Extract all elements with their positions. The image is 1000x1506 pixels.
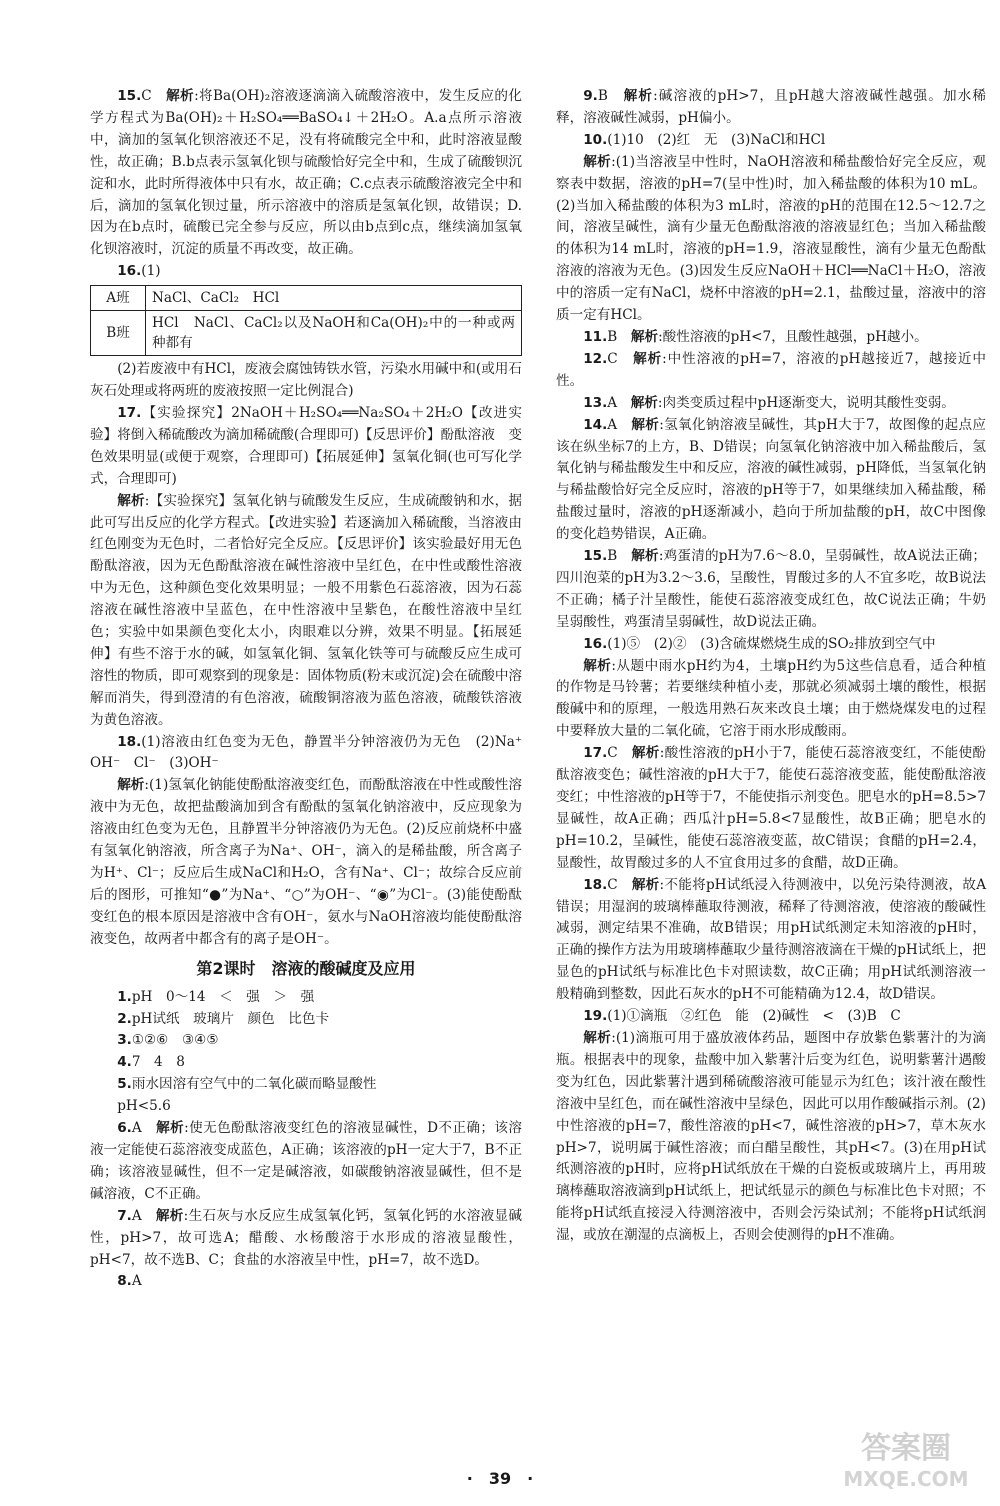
answer-s2	[90, 1009, 522, 1031]
answer-s5-line2: pH<5.6	[117, 1098, 171, 1115]
q-text: :生石灰与水反应生成氢氧化钙，氢氧化钙的水溶液显碱性，pH>7，故可选A；醋酸、水杨酸溶于水形成的溶液显酸性，pH<7，故不选B、C；食盐的水溶液呈中性，pH=7，故不选D。	[90, 1207, 522, 1268]
answer-18	[90, 732, 536, 776]
answer-17-analysis	[90, 491, 522, 732]
q-kw: 解析	[631, 548, 659, 565]
answer-s8	[90, 1271, 522, 1293]
q-num: 6.	[117, 1120, 132, 1137]
table-cell: A班	[91, 286, 146, 311]
q-ans: 7 4 8	[131, 1054, 185, 1071]
answer-s4	[90, 1052, 522, 1074]
q-text: :不能将pH试纸浸入待测液中，以免污染待测液，故A错误；用湿润的玻璃棒蘸取待测液，稀释了待测溶液，使溶液的酸碱性减弱，测定结果不准确，故B错误；用pH试纸测定未知溶液的pH时，正确的操作方法为用玻璃棒蘸取少量待测溶液滴在干燥的pH试纸上，把显色的pH试纸与标准比色卡对照读数，故C正确；用pH试纸测溶液一般精确到整数，因此石灰水的pH不可能精确为12.4，故D错误。	[556, 876, 987, 1003]
answer-16-part2: (2)若废液中有HCl，废液会腐蚀铸铁水管，污染水用碱中和(或用石灰石处理或将两班的废液按照一定比例混合)	[90, 361, 522, 400]
q-num: 16.	[583, 635, 608, 652]
q-ans: A	[131, 1273, 142, 1290]
q-ans: C	[607, 876, 618, 893]
q-kw: 解析	[117, 492, 145, 509]
q-text: :酸性溶液的pH<7，且酸性越强，pH越小。	[658, 328, 928, 345]
answer-r19-analysis	[556, 1028, 986, 1247]
q-num: 12.	[583, 350, 608, 367]
table-row	[91, 286, 522, 311]
q-num: 15.	[583, 548, 608, 565]
answer-r13	[556, 393, 986, 415]
q-text: :使无色酚酞溶液变红色的溶液显碱性，D不正确；该溶液一定能使石蕊溶液变成蓝色，A正确；该溶液的pH一定大于7，B不正确；该溶液显碱性，但不一定是碱溶液，如碳酸钠溶液显碱性，但不是碱溶液，C不正确。	[90, 1120, 523, 1202]
answer-s5	[90, 1074, 522, 1096]
q-text: :从题中雨水pH约为4，土壤pH约为5这些信息看，适合种植的作物是马铃薯；若要继续种植小麦，那就必须减弱土壤的酸性，根据酸碱中和的原理，一般选用熟石灰来改良土壤；由于燃烧煤发电的过程中要释放大量的二氧化硫，它溶于雨水形成酸雨。	[556, 657, 986, 740]
q-ans: B	[597, 88, 608, 104]
answer-18-analysis	[90, 775, 522, 950]
q-num: 10.	[583, 131, 608, 148]
answer-r16	[556, 634, 986, 656]
q-ans: (1)10 (2)红 无 (3)NaCl和HCl	[607, 131, 826, 148]
q-ans: B	[607, 548, 618, 565]
q-ans: A	[607, 394, 618, 411]
q-ans: A	[607, 416, 618, 433]
q-ans: 【实验探究】2NaOH＋H₂SO₄══Na₂SO₄＋2H₂O【改进实验】将倒入稀硫酸改为滴加稀硫酸(合理即可)【反思评价】酚酞溶液 变色效果明显(或便于观察，合理即可)【拓展延伸】氢氧化铜(也可写化学式，合理即可)	[90, 404, 523, 487]
q-text: :【实验探究】氢氧化钠与硫酸发生反应，生成硫酸钠和水，据此可写出反应的化学方程式。【改进实验】若逐滴加入稀硫酸，当溶液由红色刚变为无色时，二者恰好完全反应。【反思评价】该实验最好用无色酚酞溶液，因为无色酚酞溶液在碱性溶液中呈红色，在中性或酸性溶液中为无色，这种颜色变化效果明显；一般不用紫色石蕊溶液，因为石蕊溶液在碱性溶液中呈蓝色，在中性溶液中呈紫色，在酸性溶液中呈红色；实验中如果颜色变化太小，肉眼难以分辨，效果不明显。【拓展延伸】有些不溶于水的碱，如氢氧化铜、氢氧化铁等可与硫酸反应生成可溶性的物质，即可观察到的现象是：固体物质(粉末或沉淀)会在硫酸中溶解而消失，得到澄清的有色溶液，硫酸铜溶液为蓝色溶液，硫酸铁溶液为黄色溶液。	[90, 492, 523, 728]
q-num: 9.	[583, 88, 598, 104]
q-num: 3.	[117, 1032, 132, 1049]
q-ans: 雨水因溶有空气中的二氧化碳而略显酸性	[131, 1076, 377, 1093]
answer-r10-analysis	[556, 152, 986, 327]
q-ans: (1)⑤ (2)② (3)含硫煤燃烧生成的SO₂排放到空气中	[607, 635, 936, 652]
answer-r15	[556, 546, 986, 634]
q-num: 7.	[117, 1207, 132, 1224]
section-title: 第2课时 溶液的酸碱度及应用	[196, 958, 416, 978]
q-num: 1.	[117, 988, 132, 1005]
q-text: :碱溶液的pH>7，且pH越大溶液碱性越强。加水稀释，溶液碱性减弱，pH偏小。	[556, 88, 986, 126]
q-text: :中性溶液的pH=7，溶液的pH越接近7，越接近中性。	[556, 350, 987, 389]
q-num: 13.	[583, 394, 608, 411]
answer-16-table	[90, 285, 522, 356]
answer-r19	[556, 1006, 986, 1028]
answer-r16-analysis	[556, 656, 986, 744]
q-text: :(1)当溶液呈中性时，NaOH溶液和稀盐酸恰好完全反应，观察表中数据，溶液的pH=7(呈中性)时，加入稀盐酸的体积为10 mL。(2)当加入稀盐酸的体积为3 mL时，溶液的pH的范围在12.5～12.7之间，溶液呈碱性，滴有少量无色酚酞溶液的溶液显红色；当加入稀盐酸的体积为14 mL时，溶液的pH=1.9，溶液显酸性，滴有少量无色酚酞溶液的溶液为无色。(3)因发生反应NaOH＋HCl══NaCl＋H₂O，溶液中的溶质一定有NaCl，烧杯中溶液的pH=2.1，盐酸过量，溶液中的溶质一定有HCl。	[556, 153, 986, 324]
q-ans: C	[607, 745, 618, 762]
q-text: :肉类变质过程中pH逐渐变大，说明其酸性变弱。	[657, 394, 955, 411]
q-num: 5.	[117, 1076, 132, 1093]
page-number: · 39 ·	[466, 1469, 534, 1488]
table-row	[91, 311, 522, 356]
q-ans: C	[141, 88, 152, 104]
answer-r10	[556, 130, 986, 152]
q-ans: A	[131, 1120, 142, 1137]
answer-s7	[90, 1206, 522, 1272]
q-num: 18.	[583, 876, 608, 893]
q-num: 2.	[117, 1010, 132, 1027]
q-num: 11.	[583, 328, 608, 345]
answer-r12	[556, 349, 986, 393]
q-kw: 解析	[117, 777, 145, 794]
watermark-line2: MXQE.COM	[843, 1467, 969, 1491]
q-kw: 解析	[630, 394, 658, 411]
answer-r14	[556, 415, 986, 546]
q-ans: pH 0～14 ＜ 强 ＞ 强	[131, 988, 315, 1005]
q-ans: pH试纸 玻璃片 颜色 比色卡	[131, 1010, 330, 1027]
answer-r11	[556, 327, 986, 349]
answer-15	[90, 86, 522, 261]
answer-s3	[90, 1030, 522, 1052]
q-kw: 解析	[156, 1120, 185, 1137]
answer-17	[90, 403, 522, 491]
q-ans: A	[131, 1207, 142, 1224]
q-ans: C	[607, 350, 618, 367]
watermark-logo	[836, 1420, 976, 1494]
q-num: 17.	[117, 404, 142, 421]
q-kw: 解析	[155, 1207, 184, 1224]
q-num: 18.	[117, 733, 142, 750]
q-ans: (1)①滴瓶 ②红色 能 (2)碱性 < (3)B C	[607, 1008, 901, 1025]
q-text: :(1)氢氧化钠能使酚酞溶液变红色，而酚酞溶液在中性或酸性溶液中为无色，故把盐酸滴加到含有酚酞的氢氧化钠溶液中，反应现象为溶液由红色变为无色，且静置半分钟溶液仍为无色。(2)反应前烧杯中盛有氢氧化钠溶液，所含离子为Na⁺、OH⁻，滴入的是稀盐酸，所含离子为H⁺、Cl⁻；反应后生成NaCl和H₂O，含有Na⁺、Cl⁻；故综合反应前后的图形，可推知“●”为Na⁺、“○”为OH⁻、“◉”为Cl⁻。(3)能使酚酞变红色的根本原因是溶液中含有OH⁻，氨水与NaOH溶液均能使酚酞溶液变色，故两者中都含有的离子是OH⁻。	[90, 777, 522, 947]
table-cell: NaCl、CaCl₂ HCl	[146, 286, 522, 311]
q-num: 8.	[117, 1273, 132, 1290]
q-kw: 解析	[631, 876, 660, 893]
q-text: :鸡蛋清的pH为7.6～8.0，呈弱碱性，故A说法正确；四川泡菜的pH为3.2～3.6，呈酸性，胃酸过多的人不宜多吃，故B说法不正确；橘子汁呈酸性，能使石蕊溶液变成红色，故C说法正确；牛奶呈弱酸性，鸡蛋清呈弱碱性，故D说法正确。	[556, 548, 986, 630]
q-kw: 解析	[631, 416, 660, 433]
q-num: 4.	[117, 1054, 132, 1071]
right-column	[556, 86, 986, 1247]
q-text: :酸性溶液的pH小于7，能使石蕊溶液变红，不能使酚酞溶液变色；碱性溶液的pH大于7，能使石蕊溶液变蓝，能使酚酞溶液变红；中性溶液的pH等于7，不能使指示剂变色。肥皂水的pH=8.5>7显碱性，故A正确；西瓜汁pH=5.8<7显酸性，故B正确；肥皂水的pH=10.2，呈碱性，能使石蕊溶液变蓝，故C错误；食醋的pH=2.4，显酸性，故胃酸过多的人不宜食用过多的食醋，故D正确。	[556, 745, 987, 871]
q-num: 19.	[583, 1008, 608, 1025]
q-kw: 解析	[583, 153, 612, 170]
q-text: :氢氧化钠溶液呈碱性，其pH大于7，故图像的起点应该在纵坐标7的上方，B、D错误；向氢氧化钠溶液中加入稀盐酸后，氢氧化钠与稀盐酸发生中和反应，溶液的碱性减弱，pH降低，当氢氧化钠与稀盐酸恰好完全反应时，溶液的pH等于7，如果继续加入稀盐酸，稀盐酸过量时，溶液的pH逐渐减小，趋向于所加盐酸的pH，故C中图像的变化趋势错误，A正确。	[556, 416, 986, 543]
answer-16-head	[90, 261, 522, 283]
q-num: 14.	[583, 416, 608, 433]
q-kw: 解析	[583, 1029, 612, 1046]
watermark-line1: 答案圈	[861, 1431, 951, 1466]
q-kw: 解析	[630, 328, 659, 345]
q-kw: 解析	[583, 657, 612, 674]
q-ans: ①②⑥ ③④⑤	[131, 1032, 219, 1049]
q-num: 17.	[583, 745, 608, 762]
q-kw: 解析	[633, 350, 663, 367]
q-ans: (1)溶液由红色变为无色，静置半分钟溶液仍为无色 (2)Na⁺ OH⁻ Cl⁻ (3)OH⁻	[90, 733, 536, 772]
q-text: :(1)滴瓶可用于盛放液体药品，题图中存放紫色紫薯汁的为滴瓶。根据表中的现象，盐酸中加入紫薯汁后变为红色，说明紫薯汁遇酸变为红色，因此紫薯汁遇到稀硫酸溶液可能显示为红色；该汁液在酸性溶液中呈红色，而在碱性溶液中呈绿色，因此可以用作酸碱指示剂。(2)中性溶液的pH=7，酸性溶液的pH<7，碱性溶液的pH>7，草木灰水pH>7，说明属于碱性溶液；而白醋呈酸性，其pH<7。(3)在用pH试纸测溶液的pH时，应将pH试纸放在干燥的白瓷板或玻璃片上，再用玻璃棒蘸取溶液滴到pH试纸上，把试纸显示的颜色与标准比色卡对照；不能将pH试纸直接浸入待测溶液中，否则会污染试剂；不能将pH试纸润湿，或放在潮湿的点滴板上，否则会使测得的pH不准确。	[556, 1029, 986, 1244]
q-kw: 解析	[623, 88, 654, 104]
q-kw: 解析	[631, 745, 660, 762]
q-kw: 解析	[166, 88, 195, 104]
q-ans: (1)	[141, 263, 161, 280]
q-num: 16.	[117, 263, 142, 280]
answer-r17	[556, 743, 986, 874]
left-column	[90, 86, 536, 1293]
answer-r18	[556, 875, 986, 1006]
q-num: 15.	[117, 88, 142, 104]
answer-r9	[556, 86, 986, 130]
q-ans: B	[607, 328, 618, 345]
q-text: :将Ba(OH)₂溶液逐滴滴入硫酸溶液中，发生反应的化学方程式为Ba(OH)₂＋H₂SO₄══BaSO₄↓＋2H₂O。A.a点所示溶液中，滴加的氢氧化钡溶液还不足，没有将硫酸完全中和，此时溶液显酸性，故正确；B.b点表示氢氧化钡与硫酸恰好完全中和，生成了硫酸钡沉淀和水，此时所得液体中只有水，故正确；C.c点表示硫酸溶液完全中和后，滴加的氢氧化钡过量，所示溶液中的溶质是氢氧化钡，故错误；D.因为在b点时，硫酸已完全参与反应，所以由b点到c点，继续滴加氢氧化钡溶液时，沉淀的质量不再改变，故正确。	[90, 88, 523, 258]
answer-s1	[90, 987, 522, 1009]
table-cell: B班	[91, 311, 146, 356]
answer-s6	[90, 1118, 522, 1206]
table-cell: HCl NaCl、CaCl₂以及NaOH和Ca(OH)₂中的一种或两种都有	[146, 311, 522, 356]
